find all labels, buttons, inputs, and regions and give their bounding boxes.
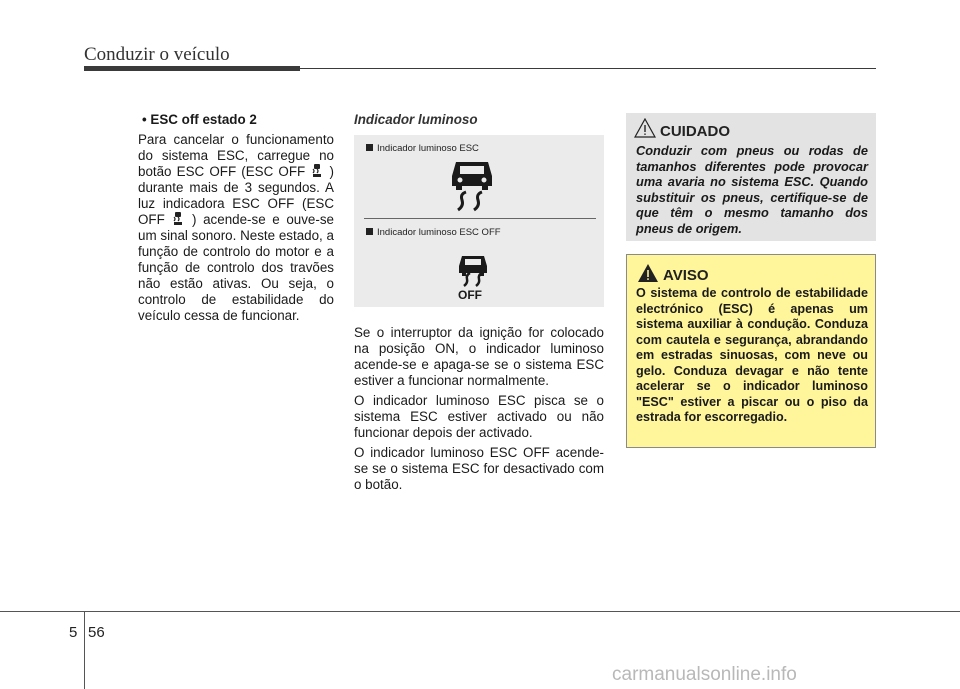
indicator-esc-label: Indicador luminoso ESC bbox=[366, 143, 479, 154]
warning-triangle-icon bbox=[637, 263, 659, 283]
chapter-number: 5 bbox=[69, 624, 78, 641]
esc-off-icon bbox=[311, 164, 323, 178]
esc-off-state-paragraph bbox=[138, 132, 334, 324]
column-indicator-text bbox=[354, 325, 604, 497]
paragraph-part-2: ) durante mais de 3 segundos. A luz indicadora ESC OFF (ESC OFF bbox=[138, 164, 334, 227]
paragraph-part-1: Para cancelar o funcionamento do sistema ESC, carregue no botão ESC OFF (ESC OFF bbox=[138, 132, 334, 179]
column-esc-off-state bbox=[138, 112, 334, 328]
warning-title: AVISO bbox=[663, 267, 709, 284]
off-text: OFF bbox=[458, 288, 482, 300]
indicator-esc-off-label: Indicador luminoso ESC OFF bbox=[366, 227, 501, 238]
warning-text: O sistema de controlo de estabilidade electrónico (ESC) é apenas um sistema auxiliar à condução. Conduza com cautela e segurança, abrandando em estradas sinuosas, com neve ou gelo. Conduza devagar e não tente acelerar se o indicador luminoso "ESC" estiver a piscar ou o piso da estrada for escorregadio. bbox=[636, 286, 868, 424]
esc-off-icon bbox=[172, 212, 184, 226]
indicator-figure bbox=[354, 135, 604, 307]
square-bullet-icon bbox=[366, 144, 373, 151]
paragraph-part-3: ) acende-se e ouve-se um sinal sonoro. Neste estado, a função de controlo do motor e a função de controlo dos travões não estão ativas. Ou seja, o controlo de estabilidade do veículo cessa de funcionar. bbox=[138, 212, 334, 323]
header-rule bbox=[300, 68, 876, 69]
page-number: 56 bbox=[88, 624, 105, 641]
page-header-title: Conduzir o veículo bbox=[84, 44, 230, 65]
indicator-paragraph-1: Se o interruptor da ignição for colocado na posição ON, o indicador luminoso acende-se e apaga-se se o sistema ESC estiver a funcionar normalmente. bbox=[354, 325, 604, 388]
footer-divider bbox=[84, 612, 85, 689]
indicator-separator bbox=[364, 218, 596, 219]
watermark: carmanualsonline.info bbox=[612, 664, 797, 685]
caution-text: Conduzir com pneus ou rodas de tamanhos diferentes pode provocar uma avaria no sistema ESC. Quando substituir os pneus, certifique-se de que têm o mesmo tamanho dos pneus de origem. bbox=[636, 143, 868, 236]
indicator-paragraph-3: O indicador luminoso ESC OFF acende-se se o sistema ESC for desactivado com o botão. bbox=[354, 445, 604, 492]
esc-off-state-heading: • ESC off estado 2 bbox=[142, 112, 257, 127]
footer-rule bbox=[0, 611, 960, 612]
warning-box bbox=[626, 254, 876, 448]
header-bar bbox=[84, 66, 300, 71]
indicator-paragraph-2: O indicador luminoso ESC pisca se o sistema ESC estiver activado ou não funcionar depois der activado. bbox=[354, 393, 604, 440]
caution-box bbox=[626, 113, 876, 241]
caution-triangle-icon bbox=[634, 118, 656, 138]
esc-off-indicator-icon bbox=[454, 254, 496, 300]
indicator-heading: Indicador luminoso bbox=[354, 112, 478, 127]
esc-indicator-icon bbox=[450, 158, 494, 212]
square-bullet-icon bbox=[366, 228, 373, 235]
caution-title: CUIDADO bbox=[660, 123, 730, 140]
